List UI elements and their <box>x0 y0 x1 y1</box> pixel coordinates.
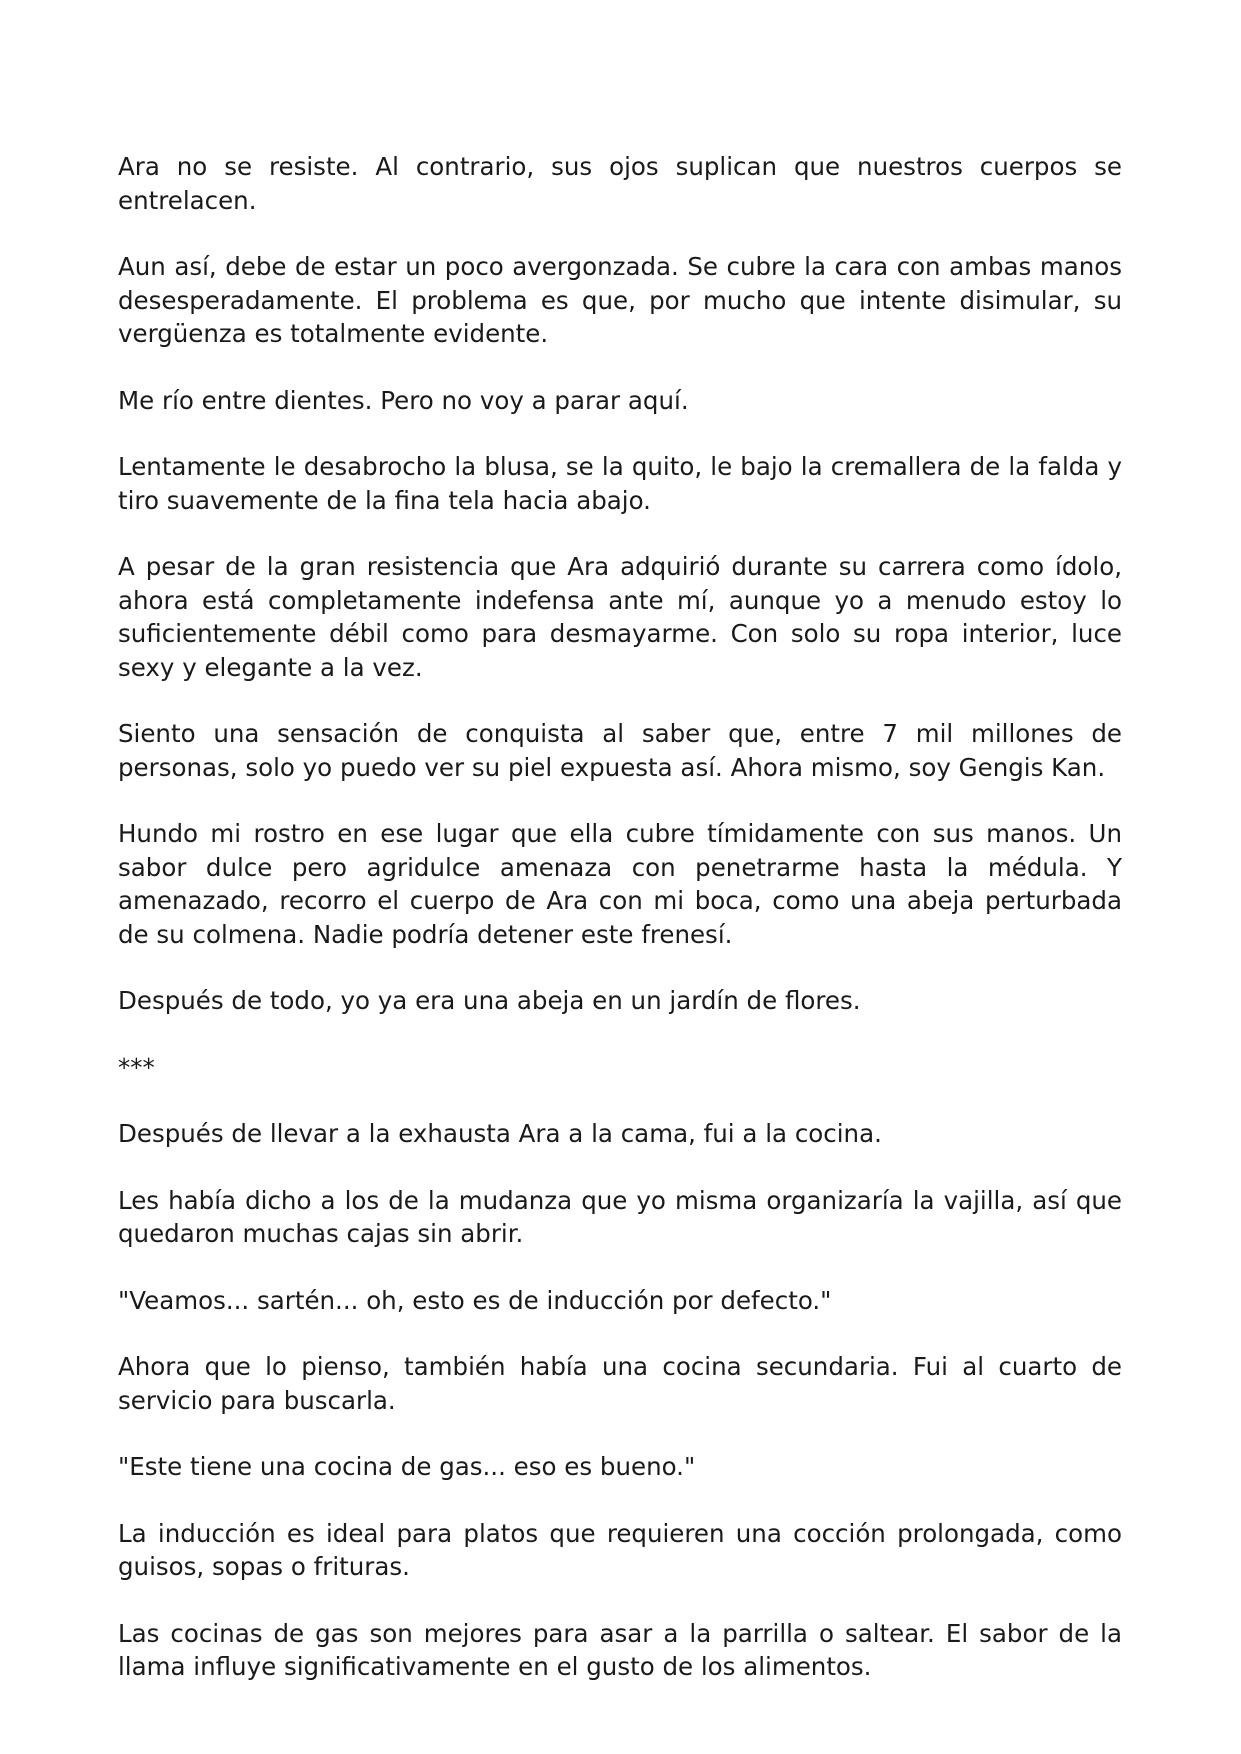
paragraph: Lentamente le desabrocho la blusa, se la quito, le bajo la cremallera de la falda y tiro suavemente de la fina tela hacia abajo. <box>118 452 1122 515</box>
document-page <box>118 150 1122 1717</box>
paragraph: Les había dicho a los de la mudanza que yo misma organizaría la vajilla, así que quedaron muchas cajas sin abrir. <box>118 1185 1122 1248</box>
paragraph: Aun así, debe de estar un poco avergonzada. Se cubre la cara con ambas manos desesperadamente. El problema es que, por mucho que intente disimular, su vergüenza es totalmente evidente. <box>118 252 1122 348</box>
paragraph: Me río entre dientes. Pero no voy a parar aquí. <box>118 385 689 415</box>
paragraph: Después de todo, yo ya era una abeja en un jardín de flores. <box>118 986 861 1015</box>
scene-break: *** <box>118 1052 155 1082</box>
dialogue-paragraph: "Veamos... sartén... oh, esto es de inducción por defecto." <box>118 1285 832 1315</box>
paragraph: Las cocinas de gas son mejores para asar a la parrilla o saltear. El sabor de la llama influye significativamente en el gusto de los alimentos. <box>118 1618 1122 1681</box>
paragraph: A pesar de la gran resistencia que Ara adquirió durante su carrera como ídolo, ahora está completamente indefensa ante mí, aunque yo a menudo estoy lo suficientemente débil como para desmayarme. Con solo su ropa interior, luce sexy y elegante a la vez. <box>118 552 1122 682</box>
paragraph: Siento una sensación de conquista al saber que, entre 7 mil millones de personas, solo yo puedo ver su piel expuesta así. Ahora mismo, soy Gengis Kan. <box>118 719 1122 782</box>
paragraph: Ahora que lo pienso, también había una cocina secundaria. Fui al cuarto de servicio para buscarla. <box>118 1352 1122 1415</box>
paragraph: Hundo mi rostro en ese lugar que ella cubre tímidamente con sus manos. Un sabor dulce pero agridulce amenaza con penetrarme hasta la médula. Y amenazado, recorro el cuerpo de Ara con mi boca, como una abeja perturbada de su colmena. Nadie podría detener este frenesí. <box>118 819 1122 949</box>
dialogue-paragraph: "Este tiene una cocina de gas... eso es bueno." <box>118 1452 696 1481</box>
paragraph: La inducción es ideal para platos que requieren una cocción prolongada, como guisos, sopas o frituras. <box>118 1518 1122 1581</box>
paragraph: Después de llevar a la exhausta Ara a la cama, fui a la cocina. <box>118 1119 882 1148</box>
paragraph: Ara no se resiste. Al contrario, sus ojos suplican que nuestros cuerpos se entrelacen. <box>118 152 1122 215</box>
